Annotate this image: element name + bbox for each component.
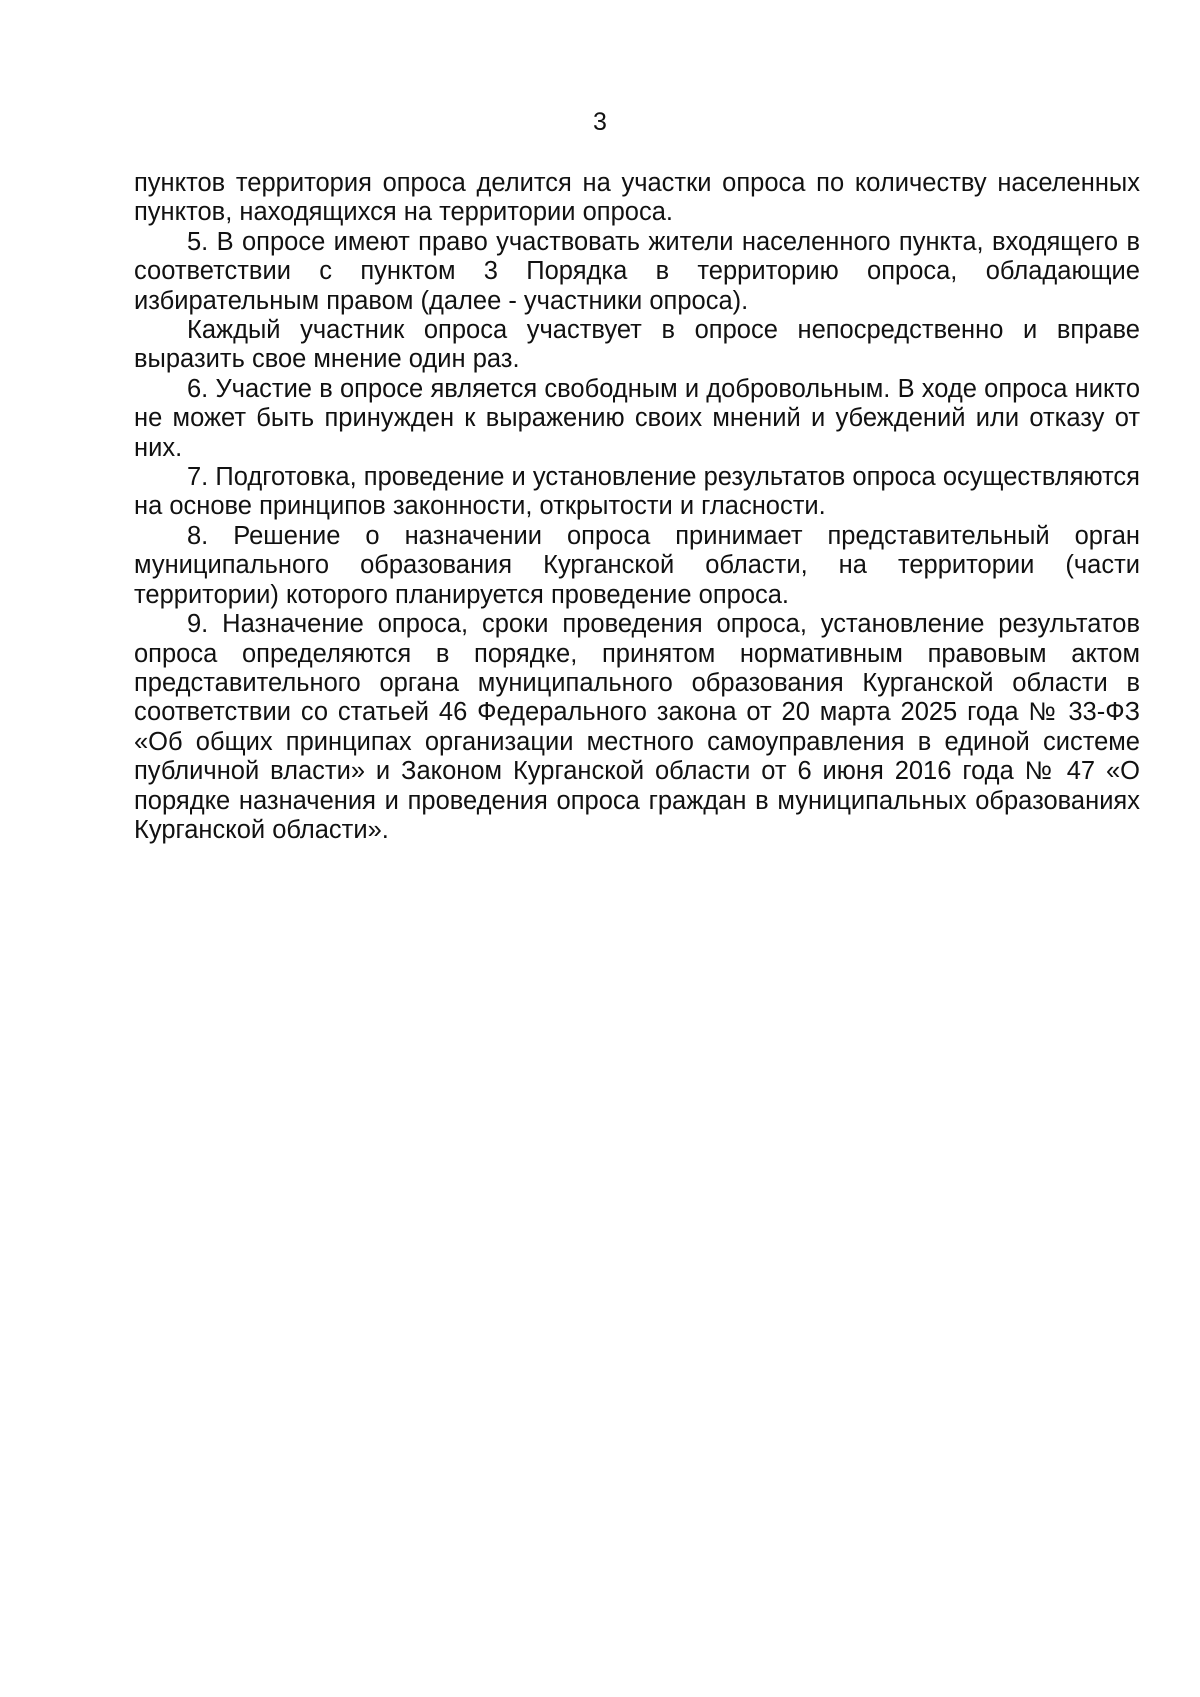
page-number: 3: [593, 108, 607, 136]
paragraph-item-5-note: Каждый участник опроса участвует в опросе непосредственно и вправе выразить свое мнение один раз.: [134, 316, 1140, 374]
paragraph-item-6: 6. Участие в опросе является свободным и добровольным. В ходе опроса никто не может быть принужден к выражению своих мнений и убеждений или отказу от них.: [134, 374, 1140, 462]
paragraph-item-9: 9. Назначение опроса, сроки проведения опроса, установление результатов опроса определяются в порядке, принятом нормативным правовым актом представительного органа муниципального образования Курганской области в соответствии со статьей 46 Федерального закона от 20 марта 2025 года № 33-ФЗ «Об общих принципах организации местного самоуправления в единой системе публичной власти» и Законом Курганской области от 6 июня 2016 года № 47 «О порядке назначения и проведения опроса граждан в муниципальных образованиях Курганской области».: [134, 610, 1140, 844]
paragraph-item-8: 8. Решение о назначении опроса принимает представительный орган муниципального образования Курганской области, на территории (части территории) которого планируется проведение опроса.: [134, 521, 1140, 609]
document-body: [134, 169, 1140, 845]
paragraph-item-5: 5. В опросе имеют право участвовать жители населенного пункта, входящего в соответствии с пунктом 3 Порядка в территорию опроса, обладающие избирательным правом (далее - участники опроса).: [134, 227, 1140, 315]
paragraph-continuation: пунктов территория опроса делится на участки опроса по количеству населенных пунктов, находящихся на территории опроса.: [134, 169, 1140, 227]
paragraph-item-7: 7. Подготовка, проведение и установление результатов опроса осуществляются на основе принципов законности, открытости и гласности.: [134, 463, 1140, 521]
